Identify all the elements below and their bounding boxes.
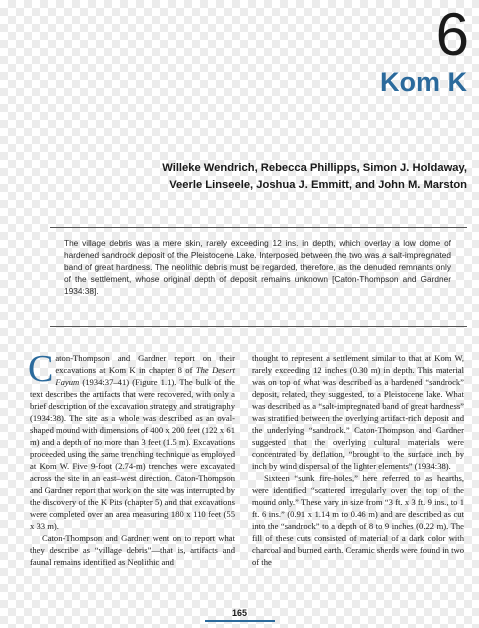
paragraph-1-text-b: (1934:37–41) (Figure 1.1). The bulk of the text describes the artifacts that were recovered, with only a brief description of the excavation strategy and stratigraphy (1934:38). The site as a whole was described as an oval-shaped mound with dimensions of 400 x 200 feet (122 x 61 m) and a depth of no more than 3 feet (1.5 m). Excavations proceeded using the same trenching technique as employed at Kom W. Five 9-foot (2.74-m) trenches were excavated across the site in an east–west direction. Caton-Thompson and Gardner report that work on the site was interrupted by the discovery of the K Pits (chapter 5) and that excavations were completed over an area measuring 180 x 110 feet (55 x 33 m). [30, 377, 235, 531]
page-number: 165 [231, 608, 248, 618]
paragraph-1 [28, 348, 235, 532]
author-line-1: Willeke Wendrich, Rebecca Phillipps, Simon J. Holdaway, [162, 162, 467, 174]
book-title-reference: The Desert Fayum [55, 365, 235, 387]
page-number-underline [205, 620, 275, 622]
paragraph-2: Caton-Thompson and Gardner went on to report what they describe as “village debris”—that is, artifacts and faunal remains identified as Neolithic and [30, 533, 235, 567]
paragraph-3: thought to represent a settlement similar to that at Kom W, rarely exceeding 12 inches (0.30 m) in depth. This material was on top of what was described as a hardened “sandrock” deposit, related, they suggested, to a Pleistocene lake. What was described as a “salt-impregnated band of great hardness” was stratified between the overlying artifact-rich deposit and the underlying “sandrock.” Caton-Thompson and Gardner suggested that the overlying cultural materials were concentrated by deflation, “brought to the surface inch by inch by wind dispersal of the lighter elements” (1934:38). [252, 353, 464, 471]
body-column-right [252, 352, 464, 568]
drop-cap: C [28, 348, 54, 390]
chapter-title: Kom K [380, 67, 467, 97]
chapter-number: 6 [435, 1, 467, 68]
paragraph-4: Sixteen “sunk fire-holes,” here referred to as hearths, were identified “scattered irregularly over the top of the mound only.” These vary in size from “3 ft. x 3 ft. 9 ins., to 1 ft. 6 ins.” (0.91 x 1.14 m to 0.46 m) and are described as cut into the “sandrock” to a depth of 8 to 9 inches (0.22 m). The fill of these cuts consisted of material of a dark color with charcoal and burned earth. Ceramic sherds were found in two of the [252, 473, 464, 567]
paragraph-1-text-a: aton-Thompson and Gardner report on their excavations at Kom K in chapter 8 of [55, 353, 235, 375]
author-list [107, 160, 467, 194]
epigraph-quote: The village debris was a mere skin, rarely exceeding 12 ins. in depth, which overlay a low dome of hardened sandrock deposit of the Pleistocene Lake. Interposed between the two was a salt-impregnated band of great hardness. The neolithic debris must be regarded, therefore, as the denuded remnants only of the settlement, whose original depth of deposit remains unknown [Caton-Thompson and Gardner 1934:38]. [64, 238, 451, 296]
body-column-left [28, 348, 235, 568]
epigraph-bottom-rule [50, 326, 467, 327]
epigraph-top-rule [50, 227, 467, 228]
author-line-2: Veerle Linseele, Joshua J. Emmitt, and John M. Marston [169, 179, 467, 191]
